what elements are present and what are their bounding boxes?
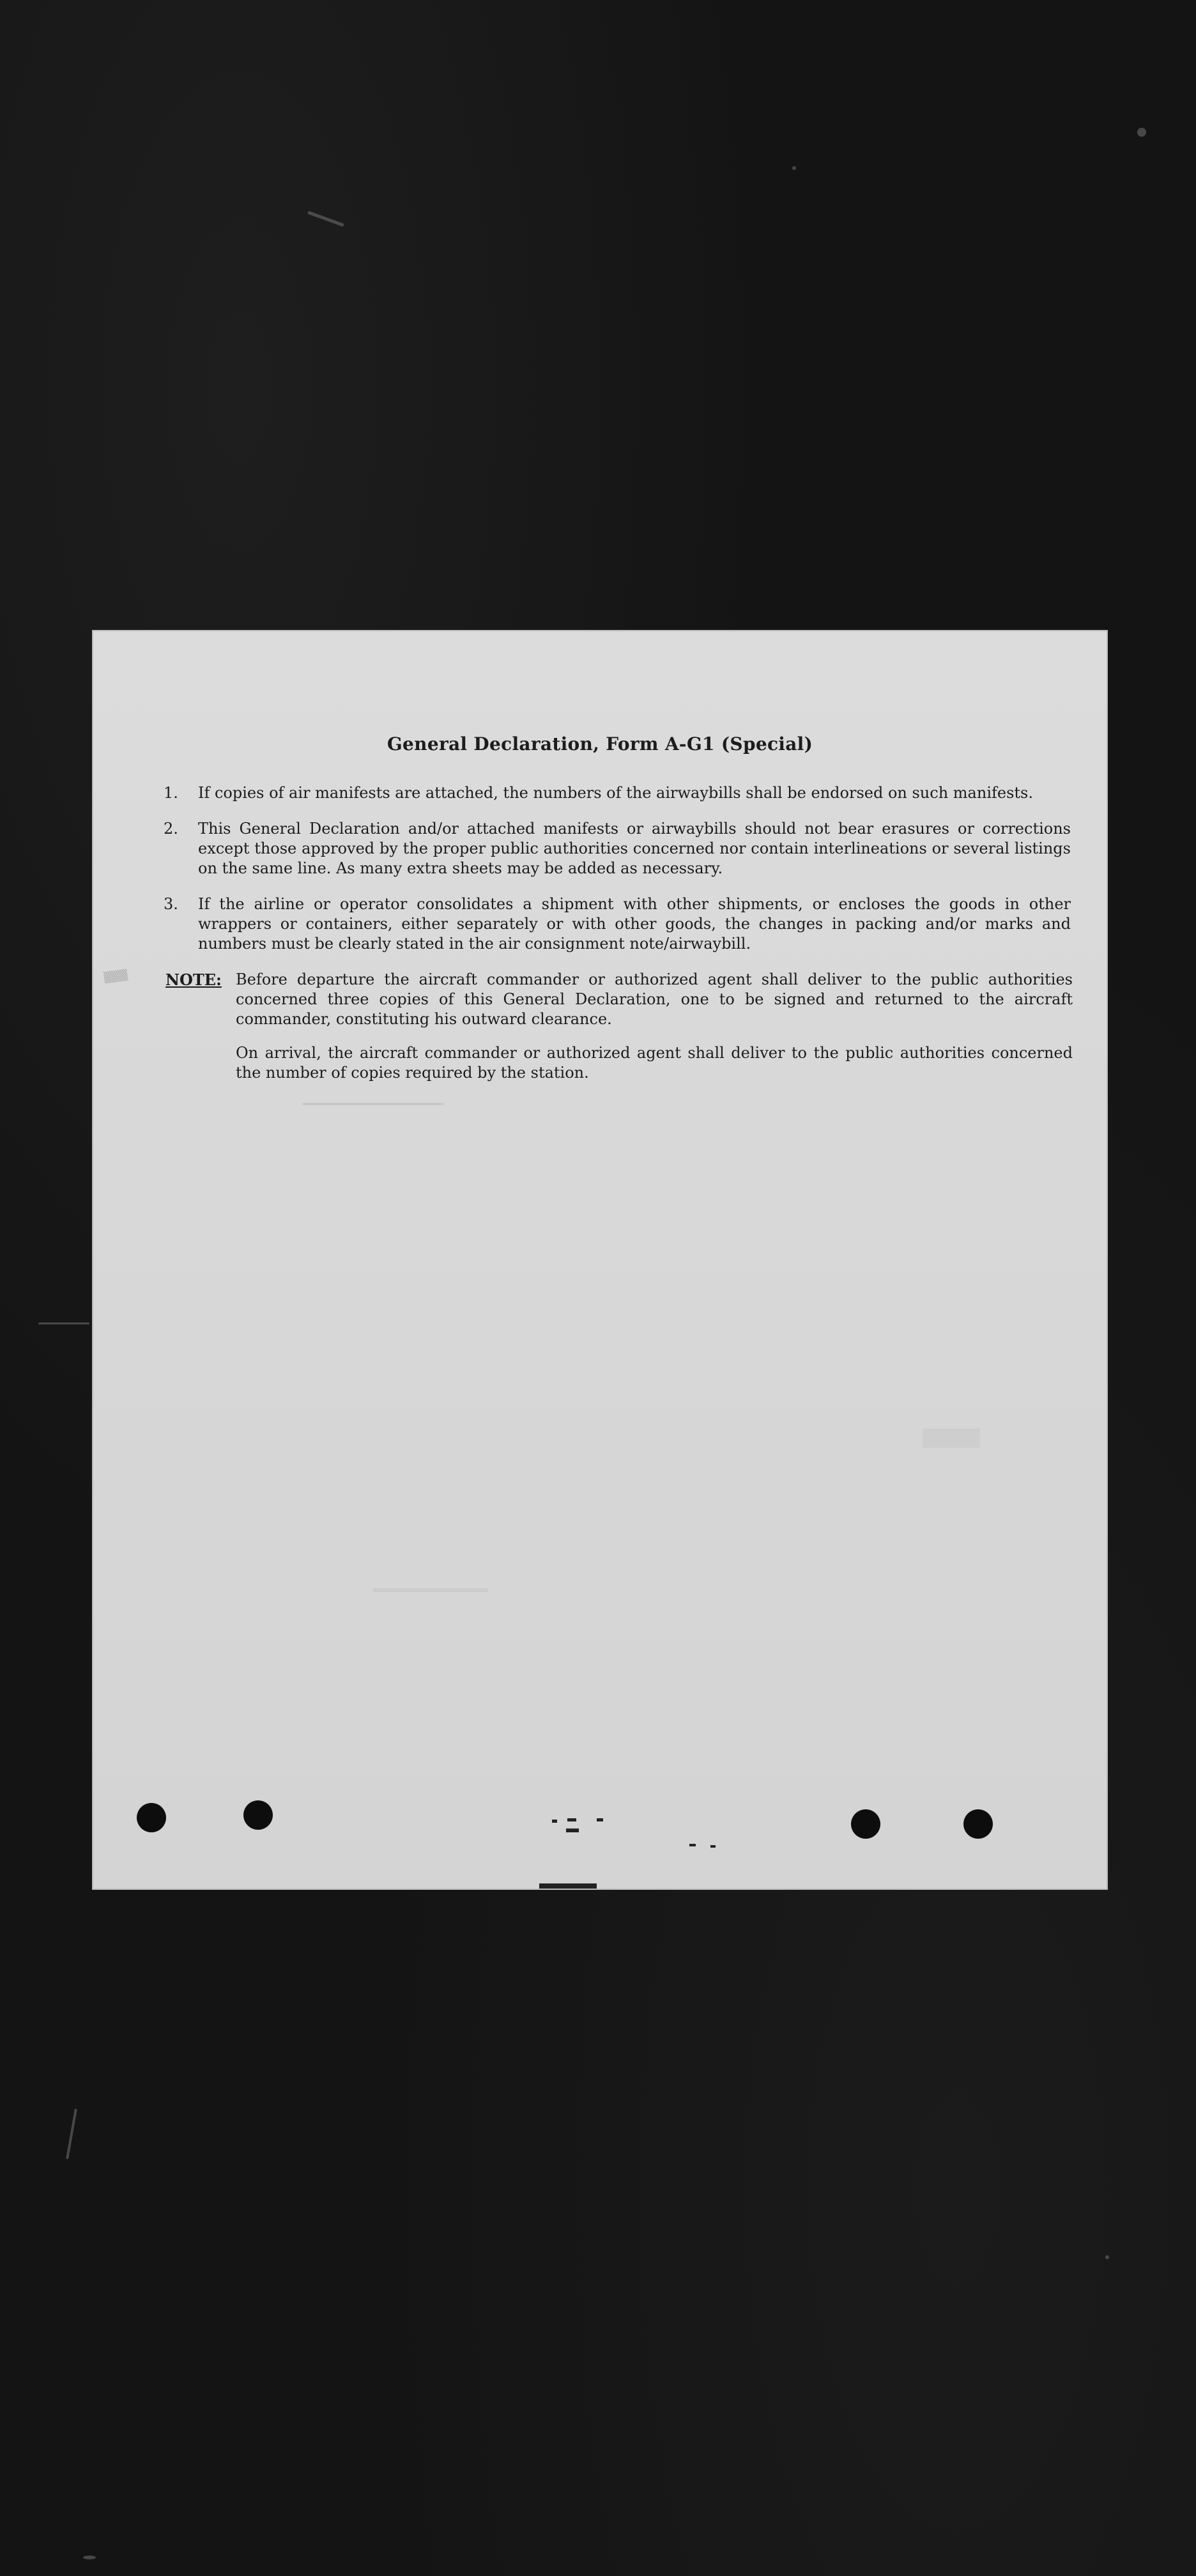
declaration-sheet	[92, 630, 1108, 1890]
item-number: 3.	[164, 895, 178, 913]
dust-speck	[1137, 128, 1146, 137]
ink-mark	[552, 1820, 557, 1823]
bleed-through-mark	[303, 1103, 443, 1105]
ink-mark	[539, 1883, 597, 1889]
ink-mark	[710, 1845, 716, 1848]
dust-speck	[1105, 2255, 1109, 2259]
bleed-through-mark	[373, 1588, 488, 1592]
punch-hole	[851, 1809, 880, 1839]
note-label: NOTE:	[165, 970, 222, 989]
form-title: General Declaration, Form A-G1 (Special)	[387, 733, 813, 755]
faded-stamp: ▒▒▒	[103, 969, 128, 985]
instruction-item-3	[164, 894, 1071, 954]
punch-hole	[243, 1800, 273, 1830]
item-text: If copies of air manifests are attached, the numbers of the airwaybills shall be endorsed on such manifests.	[198, 784, 1033, 802]
item-number: 2.	[164, 820, 178, 838]
ink-mark	[566, 1828, 579, 1832]
note-paragraph-2: On arrival, the aircraft commander or authorized agent shall deliver to the public authorities concerned the number of copies required by the station.	[236, 1044, 1073, 1082]
note-section	[165, 970, 1073, 1083]
instruction-item-2	[164, 819, 1071, 878]
bleed-through-mark	[923, 1429, 980, 1448]
ink-mark	[567, 1818, 576, 1821]
item-number: 1.	[164, 784, 178, 802]
note-paragraph-1: Before departure the aircraft commander or authorized agent shall deliver to the public authorities concerned three copies of this General Declaration, one to be signed and returned to the aircraft commander, constituting his outward clearance.	[236, 970, 1073, 1028]
dust-speck	[38, 1322, 89, 1324]
dust-speck	[66, 2108, 77, 2159]
dust-speck	[307, 211, 344, 227]
dust-speck	[792, 166, 796, 170]
punch-hole	[137, 1803, 166, 1832]
ink-mark	[597, 1818, 603, 1821]
instruction-item-1	[164, 783, 1071, 803]
dust-speck	[83, 2556, 96, 2559]
item-text: If the airline or operator consolidates a shipment with other shipments, or encloses the goods in other wrappers or containers, either separately or with other goods, the changes in packing and/or marks and numbers must be clearly stated in the air consignment note/airwaybill.	[198, 895, 1071, 953]
item-text: This General Declaration and/or attached manifests or airwaybills should not bear erasures or corrections except those approved by the proper public authorities concerned nor contain interlineations or several listings on the same line. As many extra sheets may be added as necessary.	[198, 820, 1071, 877]
ink-mark	[689, 1844, 696, 1846]
punch-hole	[963, 1809, 993, 1839]
